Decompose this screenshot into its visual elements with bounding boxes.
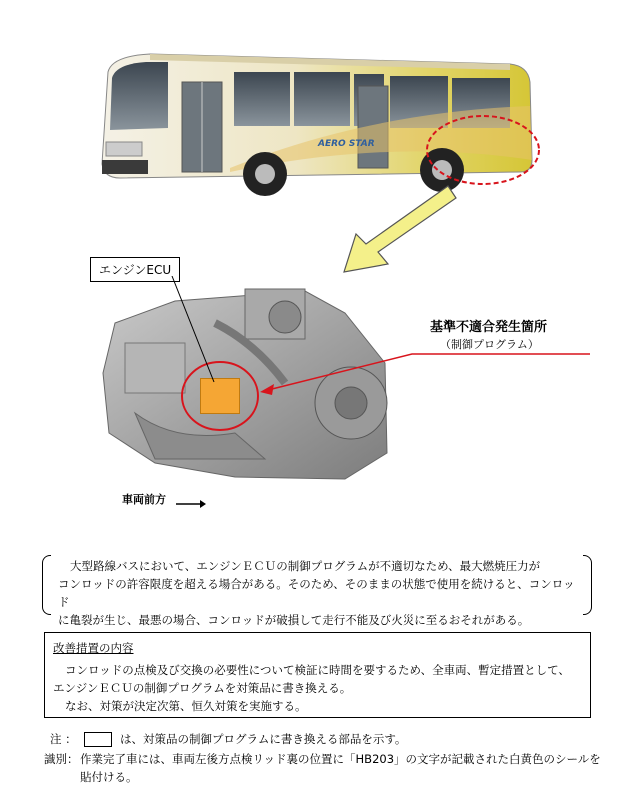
- ecu-leader-line: [170, 276, 220, 386]
- vehicle-front-label: 車両前方: [122, 493, 166, 506]
- identification-line-1: 作業完了車には、車両左後方点検リッド裏の位置に「HB203」の文字が記載された白黄色のシールを: [80, 752, 601, 766]
- defect-location-subtitle: （制御プログラム）: [440, 338, 539, 351]
- remedy-line-1: コンロッドの点検及び交換の必要性について検証に時間を要するため、全車両、暫定措置として、: [65, 663, 570, 677]
- remedy-line-3: なお、対策が決定次第、恒久対策を実施する。: [65, 699, 307, 713]
- identification-prefix: 識別：: [44, 752, 79, 766]
- pointer-arrow: [330, 180, 460, 280]
- remedy-box: [44, 632, 591, 718]
- defect-pointer-line: [252, 340, 592, 400]
- rear-wheel-highlight: [423, 112, 543, 188]
- remedy-heading: 改善措置の内容: [53, 641, 134, 655]
- bracket-left: [42, 555, 51, 615]
- direction-arrow-icon: [176, 494, 206, 513]
- note-line: [50, 730, 406, 748]
- note-legend-box: [84, 732, 112, 747]
- defect-location-title: 基準不適合発生箇所: [430, 320, 548, 335]
- description-line-3: に亀裂が生じ、最悪の場合、コンロッドが破損して走行不能及び火災に至るおそれがある。: [58, 613, 530, 627]
- bracket-right: [583, 555, 592, 615]
- identification-line-2: 貼付ける。: [80, 770, 138, 784]
- description-line-1: 大型路線バスにおいて、エンジンＥＣＵの制御プログラムが不適切なため、最大燃焼圧力が: [70, 559, 541, 573]
- ecu-label: エンジンECU: [90, 257, 180, 282]
- description-line-2: コンロッドの許容限度を超える場合がある。そのため、そのままの状態で使用を続けると、コンロッド: [58, 577, 575, 609]
- remedy-line-2: エンジンＥＣＵの制御プログラムを対策品に書き換える。: [53, 681, 352, 695]
- note-prefix: 注 ：: [50, 732, 77, 746]
- note-text: は、対策品の制御プログラムに書き換える部品を示す。: [119, 732, 407, 746]
- bus-brand-text: AERO STAR: [318, 139, 375, 149]
- description-section: [42, 555, 592, 627]
